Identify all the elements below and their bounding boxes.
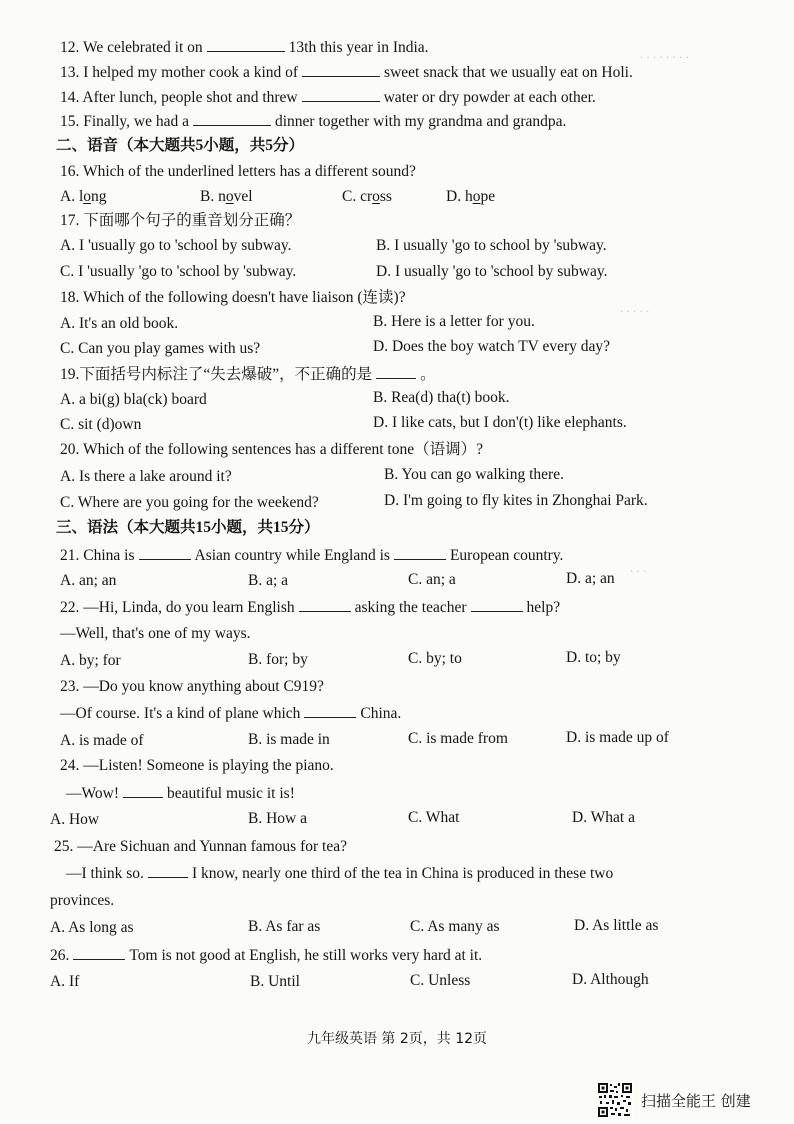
question-text: beautiful music it is! xyxy=(167,785,295,802)
option-b: B. I usually 'go to school by 'subway. xyxy=(376,237,607,254)
option-d: D. What a xyxy=(572,809,635,826)
option-d: D. Although xyxy=(572,971,649,988)
question-text: —Of course. It's a kind of plane which xyxy=(60,705,301,722)
option-a: A. is made of xyxy=(60,732,144,749)
question-text: 。 xyxy=(420,366,436,383)
question-text: 12. We celebrated it on xyxy=(60,39,203,56)
option-b: B. a; a xyxy=(248,572,289,589)
question-text: 19.下面括号内标注了“失去爆破”，不正确的是 xyxy=(60,366,373,383)
option-a: A. Is there a lake around it? xyxy=(60,468,232,485)
option-c: C. As many as xyxy=(410,918,500,935)
option-b: B. for; by xyxy=(248,651,308,668)
option-d: D. I like cats, but I don'(t) like elephants. xyxy=(373,414,627,431)
question-text: 13. I helped my mother cook a kind of xyxy=(60,64,299,81)
option-b: B. You can go walking there. xyxy=(384,466,564,483)
bleed-through-text: . . . . . xyxy=(620,300,650,315)
question-14 xyxy=(60,87,596,108)
question-text: 21. China is xyxy=(60,547,135,564)
page-footer: 九年级英语 第 2页，共 12页 xyxy=(306,1031,488,1047)
answer-blank xyxy=(148,863,188,878)
option-d: D. As little as xyxy=(574,917,659,934)
question-text: water or dry powder at each other. xyxy=(383,89,596,106)
answer-blank xyxy=(302,87,380,102)
question-text: dinner together with my grandma and grandpa. xyxy=(275,113,567,130)
question-text: Asian country while England is xyxy=(194,547,390,564)
option-c: C. sit (d)own xyxy=(60,416,142,433)
question-text: Tom is not good at English, he still works very hard at it. xyxy=(129,947,483,964)
option-c: C. by; to xyxy=(408,650,462,667)
option-d: D. I'm going to fly kites in Zhonghai Park. xyxy=(384,492,648,509)
question-text: 15. Finally, we had a xyxy=(60,113,189,130)
question-25-reply xyxy=(66,863,613,884)
qr-code-icon xyxy=(597,1082,633,1118)
answer-blank xyxy=(299,597,351,612)
question-24: 24. —Listen! Someone is playing the piano. xyxy=(60,757,334,774)
question-25-continued: provinces. xyxy=(50,892,115,909)
bleed-through-text: . . . xyxy=(630,560,647,575)
question-17: 17. 下面哪个句子的重音划分正确？ xyxy=(60,212,301,229)
question-12 xyxy=(60,37,429,58)
answer-blank xyxy=(139,545,191,560)
option-c: C. Unless xyxy=(410,972,471,989)
option-a: A. long xyxy=(60,188,107,205)
section-heading-phonetics: 二、语音（本大题共5小题，共5分） xyxy=(56,137,305,154)
option-b: B. How a xyxy=(248,810,307,827)
option-a: A. It's an old book. xyxy=(60,315,179,332)
answer-blank xyxy=(302,62,380,77)
question-text: asking the teacher xyxy=(354,599,467,616)
option-a: A. a bi(g) bla(ck) board xyxy=(60,391,207,408)
question-15 xyxy=(60,111,566,132)
option-a: A. I 'usually go to 'school by subway. xyxy=(60,237,292,254)
option-c: C. is made from xyxy=(408,730,508,747)
question-text: help? xyxy=(526,599,561,616)
question-18: 18. Which of the following doesn't have liaison (连读)? xyxy=(60,289,406,306)
question-13 xyxy=(60,62,633,83)
option-c: C. What xyxy=(408,809,460,826)
option-c: C. an; a xyxy=(408,571,456,588)
answer-blank xyxy=(471,597,523,612)
answer-blank xyxy=(207,37,285,52)
question-text: China. xyxy=(360,705,402,722)
option-b: B. Until xyxy=(250,973,300,990)
question-text: 13th this year in India. xyxy=(288,39,429,56)
question-20: 20. Which of the following sentences has a different tone（语调）? xyxy=(60,441,483,458)
question-text: 14. After lunch, people shot and threw xyxy=(60,89,298,106)
question-19 xyxy=(60,364,436,385)
question-22 xyxy=(60,597,560,618)
option-d: D. I usually 'go to 'school by subway. xyxy=(376,263,608,280)
option-a: A. by; for xyxy=(60,652,121,669)
option-a: A. an; an xyxy=(60,572,117,589)
section-heading-grammar: 三、语法（本大题共15小题，共15分） xyxy=(56,519,320,536)
option-a: A. As long as xyxy=(50,919,134,936)
option-a: A. If xyxy=(50,973,80,990)
bleed-through-text: . . . . . . . . xyxy=(640,46,689,61)
option-d: D. to; by xyxy=(566,649,621,666)
option-d: D. hope xyxy=(446,188,496,205)
option-c: C. cross xyxy=(342,188,392,205)
question-23: 23. —Do you know anything about C919? xyxy=(60,678,324,695)
option-a: A. How xyxy=(50,811,100,828)
answer-blank xyxy=(376,364,416,379)
option-b: B. novel xyxy=(200,188,253,205)
answer-blank xyxy=(193,111,271,126)
question-text: —Wow! xyxy=(66,785,119,802)
question-26 xyxy=(50,945,482,966)
option-d: D. Does the boy watch TV every day? xyxy=(373,338,611,355)
scanner-watermark xyxy=(597,1082,751,1118)
question-21 xyxy=(60,545,563,566)
answer-blank xyxy=(304,703,356,718)
option-b: B. Here is a letter for you. xyxy=(373,313,535,330)
option-c: C. I 'usually 'go to 'school by 'subway. xyxy=(60,263,297,280)
question-text: 22. —Hi, Linda, do you learn English xyxy=(60,599,295,616)
question-22-reply: —Well, that's one of my ways. xyxy=(60,625,251,642)
question-24-reply xyxy=(66,783,295,804)
answer-blank xyxy=(123,783,163,798)
question-text: I know, nearly one third of the tea in China is produced in these two xyxy=(191,865,614,882)
question-16: 16. Which of the underlined letters has a different sound? xyxy=(60,163,416,180)
question-25: 25. —Are Sichuan and Yunnan famous for tea? xyxy=(54,838,347,855)
question-text: —I think so. xyxy=(66,865,144,882)
question-text: sweet snack that we usually eat on Holi. xyxy=(384,64,633,81)
answer-blank xyxy=(73,945,125,960)
option-c: C. Where are you going for the weekend? xyxy=(60,494,319,511)
option-d: D. is made up of xyxy=(566,729,669,746)
option-b: B. As far as xyxy=(248,918,321,935)
option-d: D. a; an xyxy=(566,570,615,587)
answer-blank xyxy=(394,545,446,560)
question-text: European country. xyxy=(449,547,564,564)
option-c: C. Can you play games with us? xyxy=(60,340,261,357)
scanner-label: 扫描全能王 创建 xyxy=(641,1091,751,1110)
question-23-reply xyxy=(60,703,401,724)
question-text: 26. xyxy=(50,947,70,964)
option-b: B. is made in xyxy=(248,731,330,748)
option-b: B. Rea(d) tha(t) book. xyxy=(373,389,510,406)
